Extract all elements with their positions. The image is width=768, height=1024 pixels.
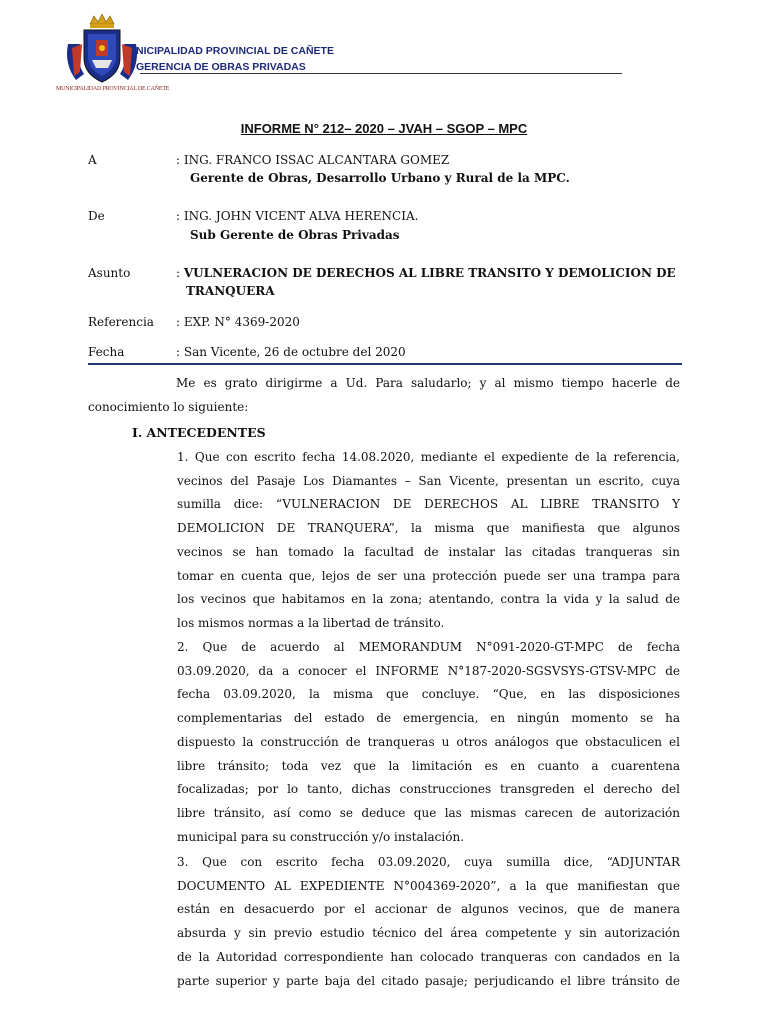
field-label-referencia: Referencia <box>88 315 154 329</box>
paragraph-line: los vecinos que habitamos en la zona; atentando, contra la vida y la salud de <box>177 592 680 607</box>
paragraph-line: de la Autoridad correspondiente han colocado tranqueras con candados en la <box>177 949 680 964</box>
paragraph-line: focalizadas; por lo tanto, dichas construcciones transgreden el derecho del <box>177 782 680 797</box>
paragraph-line: libre tránsito, así como se deduce que las mismas carecen de autorización <box>177 805 680 820</box>
field-label-de: De <box>88 209 105 223</box>
asunto-prefix: : <box>176 266 184 280</box>
field-label-fecha: Fecha <box>88 345 125 359</box>
paragraph-line: están en desacuerdo por el accionar de algunos vecinos, que de manera <box>177 902 680 917</box>
paragraph-2 <box>177 636 680 849</box>
paragraph-line: parte superior y parte baja del citado pasaje; perjudicando el libre tránsito de <box>177 973 680 988</box>
intro-line-2: conocimiento lo siguiente: <box>88 399 249 414</box>
paragraph-line: absurda y sin previo estudio técnico del área competente y sin autorización <box>177 926 680 941</box>
paragraph-line: complementarias del estado de emergencia, en ningún momento se ha <box>177 711 680 726</box>
paragraph-line: 03.09.2020, da a conocer el INFORME N°187-2020-SGSVSYS-GTSV-MPC de <box>177 663 680 678</box>
paragraph-line: dispuesto la construcción de tranqueras u otros análogos que obstaculicen el <box>177 734 680 749</box>
seal-caption: MUNICIPALIDAD PROVINCIAL DE CAÑETE <box>56 86 170 92</box>
header-rule <box>140 73 622 74</box>
report-title: INFORME N° 212– 2020 – JVAH – SGOP – MPC <box>240 121 528 136</box>
field-value-de: : ING. JOHN VICENT ALVA HERENCIA. <box>176 209 419 223</box>
paragraph-line: municipal para su construcción y/o instalación. <box>177 829 465 844</box>
paragraph-line: libre tránsito; toda vez que la limitación es en cuanto a cuarentena <box>177 758 680 773</box>
field-role-de: Sub Gerente de Obras Privadas <box>190 228 400 242</box>
municipal-seal-icon <box>62 14 142 86</box>
paragraph-line: fecha 03.09.2020, la misma que concluye. “Que, en las disposiciones <box>177 687 680 702</box>
field-value-fecha: : San Vicente, 26 de octubre del 2020 <box>176 345 406 359</box>
paragraph-line: DEMOLICION DE TRANQUERA”, la misma que manifiesta que algunos <box>177 521 680 536</box>
intro-line-1: Me es grato dirigirme a Ud. Para saludarlo; y al mismo tiempo hacerle de <box>176 376 680 390</box>
asunto-line-2: TRANQUERA <box>186 284 275 298</box>
org-department: GERENCIA DE OBRAS PRIVADAS <box>136 61 306 73</box>
intro-paragraph <box>88 372 680 419</box>
paragraph-line: tomar en cuenta que, lejos de ser una protección puede ser una trampa para <box>177 568 680 583</box>
paragraph-line: vecinos se han tomado la facultad de instalar las citadas tranqueras sin <box>177 544 680 559</box>
paragraph-line: 1. Que con escrito fecha 14.08.2020, mediante el expediente de la referencia, <box>177 450 680 464</box>
field-value-asunto <box>176 266 676 280</box>
paragraph-3 <box>177 851 680 993</box>
field-value-referencia: : EXP. N° 4369-2020 <box>176 315 300 329</box>
paragraph-line: sumilla dice: “VULNERACION DE DERECHOS AL LIBRE TRANSITO Y <box>177 497 680 512</box>
header-separator-rule <box>88 363 682 365</box>
org-name: NICIPALIDAD PROVINCIAL DE CAÑETE <box>136 45 334 57</box>
asunto-line-1: VULNERACION DE DERECHOS AL LIBRE TRANSITO Y DEMOLICION DE <box>183 266 676 280</box>
field-role-a: Gerente de Obras, Desarrollo Urbano y Rural de la MPC. <box>190 171 570 185</box>
paragraph-line: los mismos normas a la libertad de tránsito. <box>177 615 445 630</box>
paragraph-line: vecinos del Pasaje Los Diamantes – San Vicente, presentan un escrito, cuya <box>177 473 680 488</box>
field-label-a: A <box>88 153 97 167</box>
field-label-asunto: Asunto <box>88 266 131 280</box>
section-heading: I. ANTECEDENTES <box>132 425 266 440</box>
paragraph-line: 2. Que de acuerdo al MEMORANDUM N°091-2020-GT-MPC de fecha <box>177 640 680 654</box>
field-value-a: : ING. FRANCO ISSAC ALCANTARA GOMEZ <box>176 153 450 167</box>
paragraph-1 <box>177 446 680 636</box>
paragraph-line: DOCUMENTO AL EXPEDIENTE N°004369-2020”, a la que manifiestan que <box>177 878 680 893</box>
paragraph-line: 3. Que con escrito fecha 03.09.2020, cuya sumilla dice, “ADJUNTAR <box>177 855 680 869</box>
